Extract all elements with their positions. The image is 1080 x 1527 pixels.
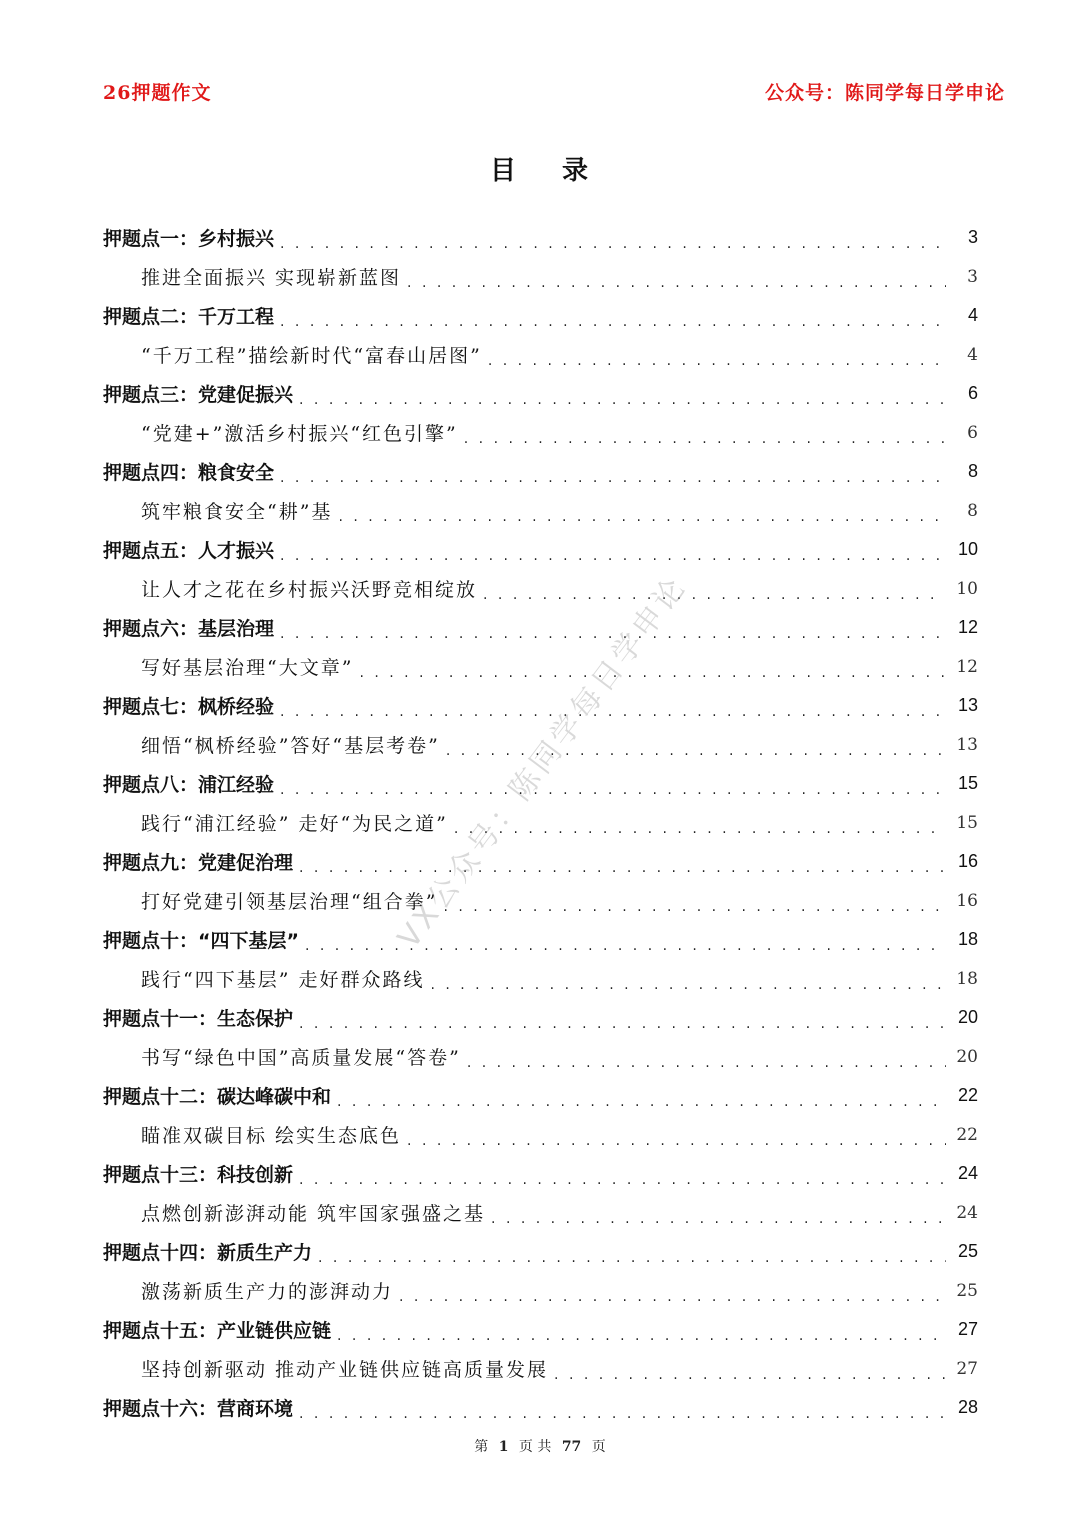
toc-section-entry[interactable] [103,920,978,959]
toc-article-entry[interactable] [103,1193,978,1232]
toc-entry-page-number: 20 [957,1007,978,1027]
toc-dot-leader [554,1367,946,1383]
toc-entry-page-number: 28 [957,1397,978,1417]
toc-entry-label: 押题点十：“四下基层” [103,930,299,952]
footer-suffix: 页 [591,1439,606,1455]
toc-entry-label: 押题点五：人才振兴 [103,540,275,562]
toc-dot-leader [280,626,946,642]
toc-entry-page-number: 15 [956,812,978,833]
toc-article-entry[interactable] [103,725,978,764]
toc-dot-leader [467,1055,946,1071]
toc-dot-leader [338,509,946,525]
header-left-title: 26押题作文 [103,82,212,104]
toc-entry-page-number: 15 [957,773,978,793]
toc-dot-leader [299,860,946,876]
toc-dot-leader [299,392,946,408]
toc-dot-leader [280,236,946,252]
toc-entry-label: 押题点十一：生态保护 [103,1008,294,1030]
toc-dot-leader [280,782,946,798]
footer-middle: 页 共 [518,1439,552,1455]
toc-article-entry[interactable] [103,1037,978,1076]
toc-entry-label: 押题点十三：科技创新 [103,1164,294,1186]
toc-dot-leader [407,1133,946,1149]
toc-section-entry[interactable] [103,1154,978,1193]
toc-entry-label: 押题点十五：产业链供应链 [103,1320,332,1342]
toc-dot-leader [464,431,946,447]
toc-entry-page-number: 10 [956,578,978,599]
toc-dot-leader [299,1172,946,1188]
toc-entry-label: 押题点二：千万工程 [103,306,275,328]
toc-entry-page-number: 25 [956,1280,978,1301]
toc-entry-label: 瞄准双碳目标 绘实生态底色 [141,1125,402,1147]
page-title [0,150,1080,187]
toc-entry-label: 押题点一：乡村振兴 [103,228,275,250]
footer-prefix: 第 [474,1439,489,1455]
toc-entry-label: 押题点十六：营商环境 [103,1398,294,1420]
toc-entry-page-number: 18 [956,968,978,989]
title-char-1: 目 [489,156,518,186]
toc-article-entry[interactable] [103,569,978,608]
toc-entry-page-number: 8 [967,461,978,481]
toc-entry-page-number: 12 [956,656,978,677]
toc-section-entry[interactable] [103,1388,978,1427]
toc-article-entry[interactable] [103,491,978,530]
toc-section-entry[interactable] [103,452,978,491]
toc-entry-label: 细悟“枫桥经验”答好“基层考卷” [141,735,440,757]
toc-entry-page-number: 24 [957,1163,978,1183]
toc-dot-leader [483,587,946,603]
toc-dot-leader [491,1211,946,1227]
toc-dot-leader [454,821,946,837]
toc-article-entry[interactable] [103,803,978,842]
toc-entry-page-number: 16 [956,890,978,911]
toc-entry-label: 点燃创新澎湃动能 筑牢国家强盛之基 [141,1203,486,1225]
toc-section-entry[interactable] [103,686,978,725]
toc-section-entry[interactable] [103,998,978,1037]
toc-entry-page-number: 27 [957,1319,978,1339]
toc-entry-page-number: 6 [967,422,978,443]
toc-entry-page-number: 4 [967,344,978,365]
toc-entry-page-number: 13 [957,695,978,715]
toc-entry-page-number: 12 [957,617,978,637]
toc-dot-leader [280,470,946,486]
toc-entry-label: 押题点四：粮食安全 [103,462,275,484]
toc-entry-label: 押题点三：党建促振兴 [103,384,294,406]
toc-entry-page-number: 13 [956,734,978,755]
toc-entry-label: 筑牢粮食安全“耕”基 [141,501,333,523]
toc-entry-page-number: 4 [967,305,978,325]
toc-section-entry[interactable] [103,218,978,257]
toc-dot-leader [299,1406,946,1422]
toc-dot-leader [280,704,946,720]
toc-dot-leader [280,314,946,330]
toc-entry-label: 押题点十四：新质生产力 [103,1242,313,1264]
footer-total-pages: 77 [561,1439,582,1455]
toc-section-entry[interactable] [103,530,978,569]
toc-dot-leader [280,548,946,564]
toc-entry-label: 写好基层治理“大文章” [141,657,354,679]
toc-dot-leader [407,275,946,291]
toc-dot-leader [299,1016,946,1032]
toc-section-entry[interactable] [103,1076,978,1115]
toc-entry-page-number: 18 [957,929,978,949]
toc-entry-page-number: 22 [957,1085,978,1105]
toc-article-entry[interactable] [103,1271,978,1310]
toc-dot-leader [446,743,946,759]
toc-entry-label: 押题点七：枫桥经验 [103,696,275,718]
toc-entry-page-number: 10 [957,539,978,559]
toc-article-entry[interactable] [103,257,978,296]
toc-section-entry[interactable] [103,296,978,335]
toc-dot-leader [443,899,946,915]
toc-section-entry[interactable] [103,1232,978,1271]
toc-dot-leader [305,938,946,954]
toc-section-entry[interactable] [103,608,978,647]
toc-article-entry[interactable] [103,959,978,998]
toc-entry-label: 推进全面振兴 实现崭新蓝图 [141,267,402,289]
toc-entry-label: 让人才之花在乡村振兴沃野竞相绽放 [141,579,478,601]
toc-entry-label: 坚持创新驱动 推动产业链供应链高质量发展 [141,1359,549,1381]
title-char-2: 录 [562,156,591,186]
toc-entry-page-number: 8 [967,500,978,521]
toc-entry-label: 押题点九：党建促治理 [103,852,294,874]
toc-dot-leader [430,977,946,993]
toc-article-entry[interactable] [103,881,978,920]
toc-entry-page-number: 6 [967,383,978,403]
toc-entry-label: 践行“浦江经验” 走好“为民之道” [141,813,448,835]
toc-entry-label: 押题点六：基层治理 [103,618,275,640]
toc-dot-leader [318,1250,946,1266]
watermark: VX公众号：陈同学每日学申论 [391,569,695,956]
toc-entry-page-number: 22 [956,1124,978,1145]
toc-article-entry[interactable] [103,335,978,374]
table-of-contents [103,218,978,1427]
toc-section-entry[interactable] [103,842,978,881]
toc-entry-page-number: 3 [967,266,978,287]
toc-dot-leader [359,665,946,681]
toc-entry-page-number: 24 [956,1202,978,1223]
toc-dot-leader [337,1094,946,1110]
toc-article-entry[interactable] [103,647,978,686]
toc-entry-page-number: 20 [956,1046,978,1067]
toc-entry-label: “千万工程”描绘新时代“富春山居图” [141,345,482,367]
toc-entry-label: 激荡新质生产力的澎湃动力 [141,1281,394,1303]
page-footer [0,1436,1080,1456]
toc-section-entry[interactable] [103,1310,978,1349]
header-right-account: 公众号：陈同学每日学申论 [764,82,1005,104]
toc-dot-leader [337,1328,946,1344]
toc-dot-leader [488,353,946,369]
toc-article-entry[interactable] [103,413,978,452]
toc-article-entry[interactable] [103,1349,978,1388]
toc-entry-label: “党建+”激活乡村振兴“红色引擎” [141,423,458,445]
toc-entry-label: 押题点八：浦江经验 [103,774,275,796]
toc-entry-page-number: 25 [957,1241,978,1261]
toc-dot-leader [399,1289,946,1305]
toc-section-entry[interactable] [103,764,978,803]
toc-entry-label: 打好党建引领基层治理“组合拳” [141,891,438,913]
footer-current-page: 1 [498,1439,509,1455]
toc-entry-label: 践行“四下基层” 走好群众路线 [141,969,425,991]
toc-entry-page-number: 16 [957,851,978,871]
toc-entry-label: 押题点十二：碳达峰碳中和 [103,1086,332,1108]
toc-entry-label: 书写“绿色中国”高质量发展“答卷” [141,1047,461,1069]
toc-entry-page-number: 27 [956,1358,978,1379]
toc-article-entry[interactable] [103,1115,978,1154]
toc-section-entry[interactable] [103,374,978,413]
toc-entry-page-number: 3 [967,227,978,247]
